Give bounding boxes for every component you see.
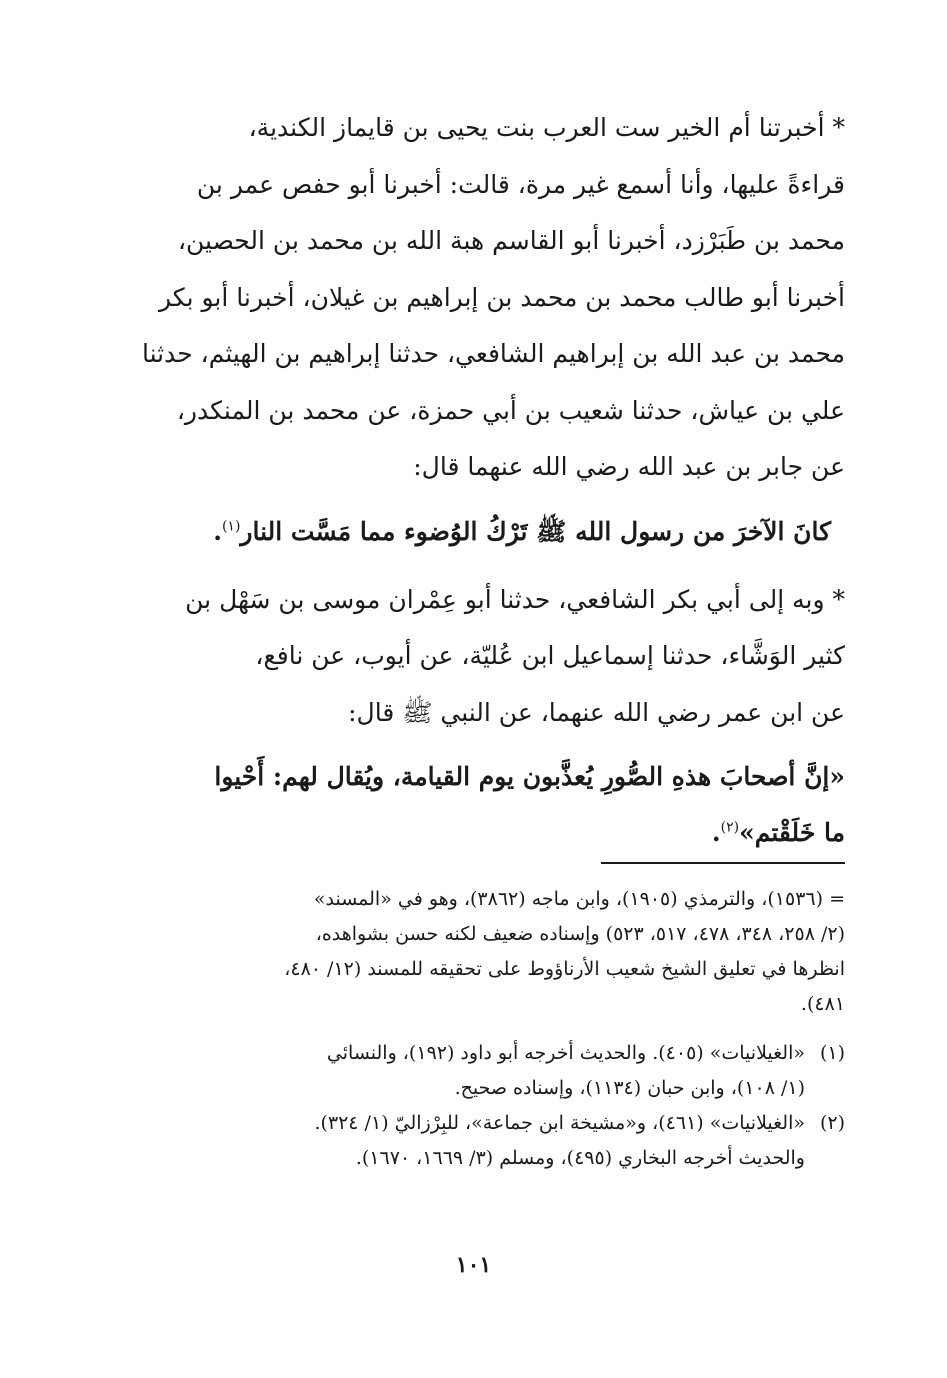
paragraph-1 (105, 100, 845, 496)
footnote-line: ٤٨١). (800, 993, 845, 1015)
footnote-1-line-2: (١/ ١٠٨)، وابن حبان (١١٣٤)، وإسناده صحيح. (454, 1077, 805, 1099)
para2-line: * وبه إلى أبي بكر الشافعي، حدثنا أبو عِمْران موسى بن سَهْل بن (185, 584, 845, 614)
footnote-line: انظرها في تعليق الشيخ شعيب الأرناؤوط على تحقيقه للمسند (١٢/ ٤٨٠، (284, 958, 845, 980)
footnote-ref-2[interactable]: (٢) (720, 819, 740, 836)
footnote-line (356, 1141, 845, 1176)
para1-line: قراءةً عليها، وأنا أسمع غير مرة، قالت: أخبرنا أبو حفص عمر بن (196, 169, 845, 199)
footnote-2 (110, 1106, 845, 1176)
para1-line: أخبرنا أبو طالب محمد بن محمد بن إبراهيم بن غيلان، أخبرنا أبو بكر (158, 282, 845, 312)
hadith-2-line-1: «إنَّ أصحابَ هذهِ الصُّورِ يُعذَّبون يوم القيامة، ويُقال لهم: أَحْيوا (214, 762, 845, 791)
para1-line: محمد بن طَبَرْزد، أخبرنا أبو القاسم هبة الله بن محمد بن الحصين، (177, 226, 845, 255)
footnote-1-number: (١) (819, 1042, 845, 1064)
footnote-1 (110, 1036, 845, 1106)
para1-line: * أخبرتنا أم الخير ست العرب بنت يحيى بن قايماز الكندية، (248, 113, 845, 142)
footnote-ref-1[interactable]: (١) (221, 518, 241, 535)
footnote-line (455, 1071, 845, 1106)
para1-line: محمد بن عبد الله بن إبراهيم الشافعي، حدثنا إبراهيم بن الهيثم، حدثنا (141, 339, 845, 368)
hadith-1-end: . (213, 516, 222, 546)
footnote-line: = (١٥٣٦)، والترمذي (١٩٠٥)، وابن ماجه (٣٨٦٢)، وهو في «المسند» (313, 888, 845, 910)
hadith-1 (105, 504, 845, 560)
footnote-separator (601, 862, 845, 864)
footnote-2-number: (٢) (819, 1112, 845, 1134)
para2-line: كثير الوَشَّاء، حدثنا إسماعيل ابن عُليّة، عن أيوب، عن نافع، (255, 641, 845, 670)
page-number: ١٠١ (455, 1252, 492, 1278)
hadith-1-text: كانَ الآخرَ من رسول الله ﷺ تَرْكُ الوُضوء مما مَسَّت النار (240, 516, 831, 546)
para1-line: علي بن عياش، حدثنا شعيب بن أبي حمزة، عن محمد بن المنكدر، (176, 395, 845, 425)
main-text (105, 100, 845, 861)
footnote-continuation (110, 882, 845, 1022)
footnote-line: «الغيلانيات» (٤٦١)، و«مشيخة ابن جماعة»، للبِرْزاليّ (١/ ٣٢٤). (314, 1112, 805, 1134)
para1-line: عن جابر بن عبد الله رضي الله عنهما قال: (413, 452, 845, 481)
footnotes (110, 882, 845, 1176)
footnote-2-line-2: والحديث أخرجه البخاري (٤٩٥)، ومسلم (٣/ ١٦٦٩، ١٦٧٠). (355, 1147, 805, 1169)
hadith-2-end: . (711, 818, 721, 847)
footnote-line: (٢/ ٢٥٨، ٣٤٨، ٤٧٨، ٥١٧، ٥٢٣) وإسناده ضعيف لكنه حسن بشواهده، (315, 923, 845, 945)
paragraph-2 (105, 572, 845, 742)
hadith-2-line-2: ما خَلَقْتم» (739, 818, 845, 847)
footnote-line: «الغيلانيات» (٤٠٥). والحديث أخرجه أبو داود (١٩٢)، والنسائي (326, 1042, 805, 1064)
para2-line: عن ابن عمر رضي الله عنهما، عن النبي ﷺ قال: (348, 697, 845, 727)
hadith-2 (105, 749, 845, 861)
